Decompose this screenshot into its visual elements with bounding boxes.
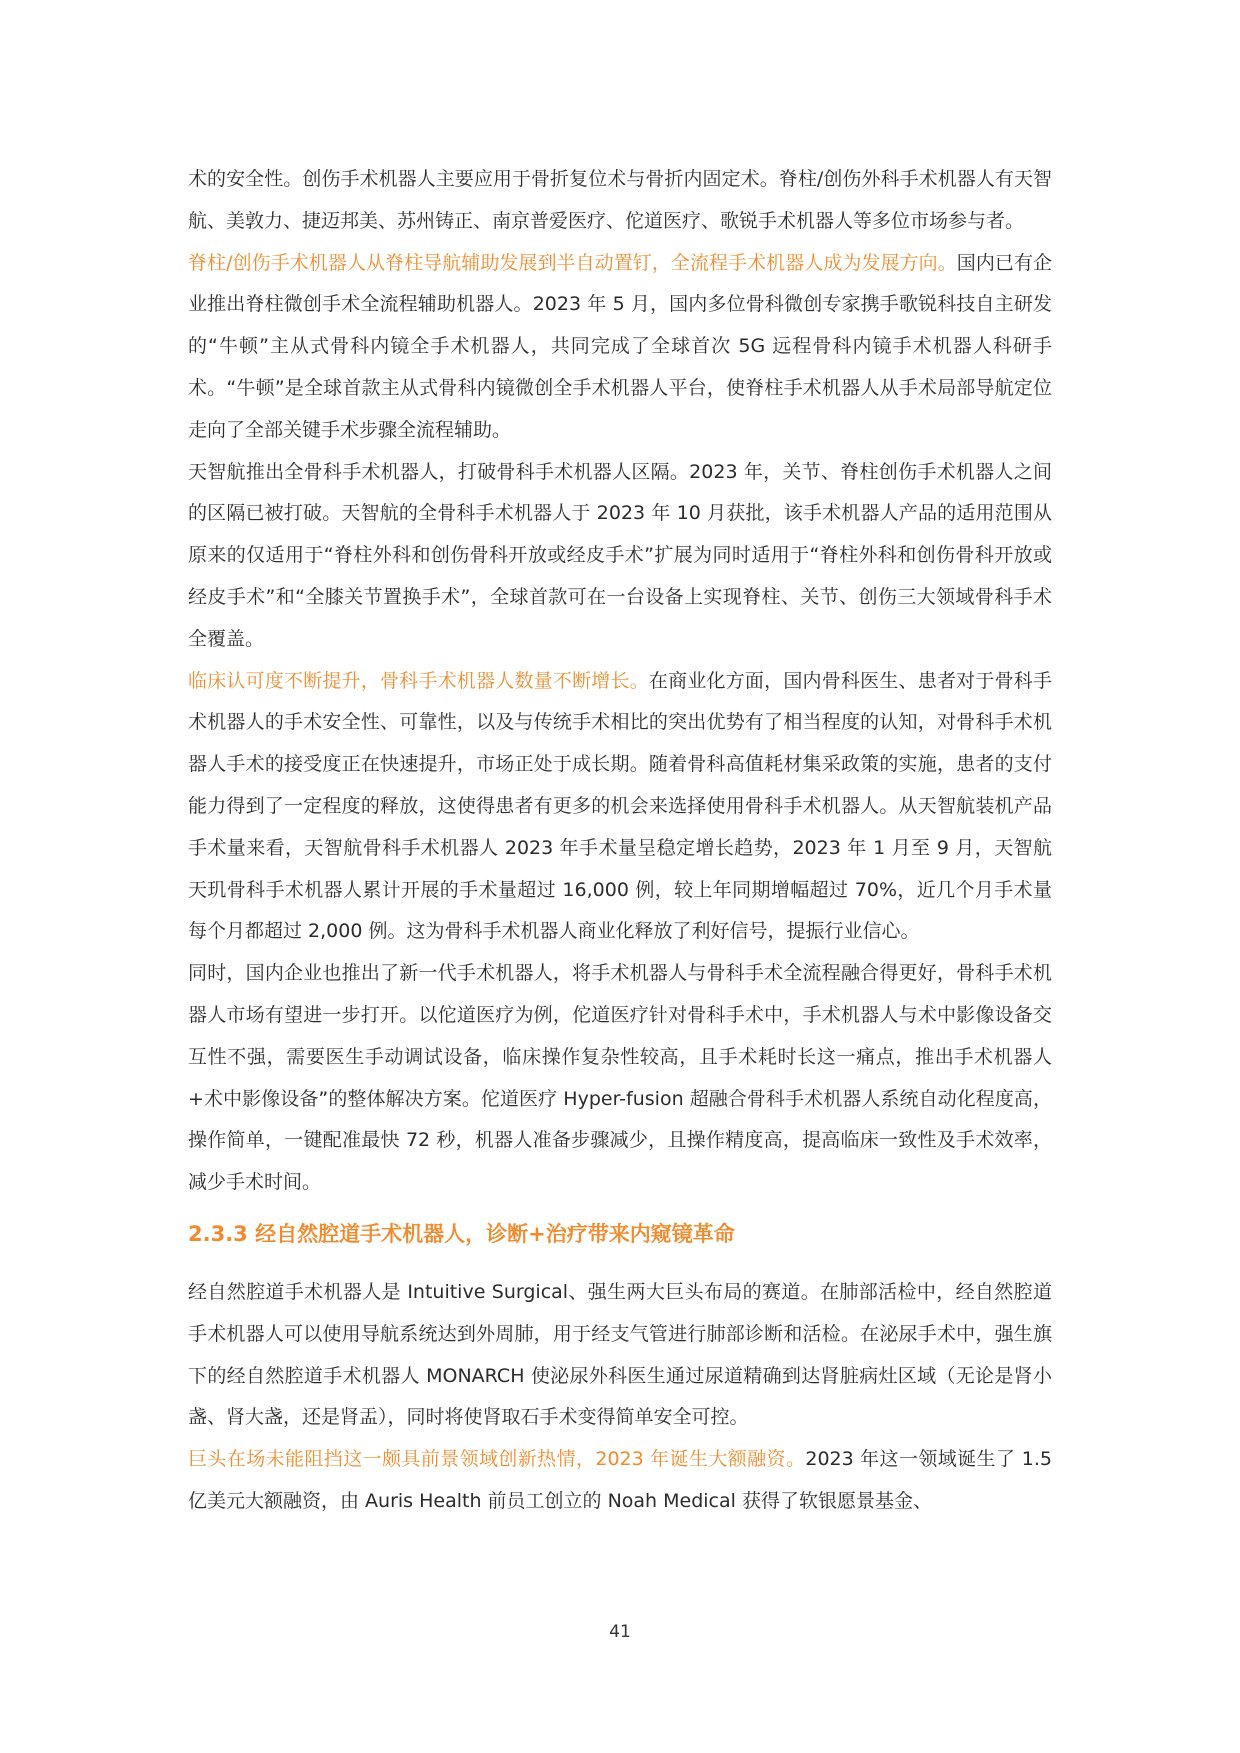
paragraph-text: 在商业化方面，国内骨科医生、患者对于骨科手术机器人的手术安全性、可靠性，以及与传统手术相比的突出优势有了相当程度的认知，对骨科手术机器人手术的接受度正在快速提升，市场正处于成长期。随着骨科高值耗材集采政策的实施，患者的支付能力得到了一定程度的释放，这使得患者有更多的机会来选择使用骨科手术机器人。从天智航装机产品手术量来看，天智航骨科手术机器人 2023 年手术量呈稳定增长趋势，2023 年 1 月至 9 月，天智航天玑骨科手术机器人累计开展的手术量超过 16,000 例，较上年同期增幅超过 70%，近几个月手术量每个月都超过 2,000 例。这为骨科手术机器人商业化释放了利好信号，提振行业信心。 <box>188 669 1052 943</box>
paragraph-highlight: 临床认可度不断提升，骨科手术机器人数量不断增长。 <box>188 669 649 692</box>
paragraph <box>188 243 1052 452</box>
paragraph-text: 同时，国内企业也推出了新一代手术机器人，将手术机器人与骨科手术全流程融合得更好，骨科手术机器人市场有望进一步打开。以佗道医疗为例，佗道医疗针对骨科手术中，手术机器人与术中影像设备交互性不强，需要医生手动调试设备，临床操作复杂性较高，且手术耗时长这一痛点，推出手术机器人+术中影像设备”的整体解决方案。佗道医疗 Hyper-fusion 超融合骨科手术机器人系统自动化程度高，操作简单，一键配准最快 72 秒，机器人准备步骤减少，且操作精度高，提高临床一致性及手术效率，减少手术时间。 <box>188 962 1052 1194</box>
paragraph <box>188 1439 1052 1523</box>
paragraph <box>188 159 1052 243</box>
section-heading: 2.3.3 经自然腔道手术机器人，诊断+治疗带来内窥镜革命 <box>188 1221 735 1246</box>
paragraph <box>188 452 1052 661</box>
paragraph-highlight: 巨头在场未能阻挡这一颇具前景领域创新热情，2023 年诞生大额融资。 <box>188 1448 806 1471</box>
paragraph-highlight: 脊柱/创伤手术机器人从脊柱导航辅助发展到半自动置钉，全流程手术机器人成为发展方向。 <box>188 251 957 274</box>
paragraph <box>188 953 1052 1204</box>
paragraph <box>188 1272 1052 1439</box>
paragraph-text: 2023 年这一领域诞生了 1.5 亿美元大额融资，由 Auris Health 前员工创立的 Noah Medical 获得了软银愿景基金、 <box>188 1448 1052 1512</box>
paragraph-text: 术的安全性。创伤手术机器人主要应用于骨折复位术与骨折内固定术。脊柱/创伤外科手术机器人有天智航、美敦力、捷迈邦美、苏州铸正、南京普爱医疗、佗道医疗、歌锐手术机器人等多位市场参与者。 <box>188 168 1052 232</box>
paragraph-text: 经自然腔道手术机器人是 Intuitive Surgical、强生两大巨头布局的赛道。在肺部活检中，经自然腔道手术机器人可以使用导航系统达到外周肺，用于经支气管进行肺部诊断和活检。在泌尿手术中，强生旗下的经自然腔道手术机器人 MONARCH 使泌尿外科医生通过尿道精确到达肾脏病灶区域（无论是肾小盏、肾大盏，还是肾盂），同时将使肾取石手术变得简单安全可控。 <box>188 1280 1052 1429</box>
body-content <box>188 159 1052 1523</box>
page-number: 41 <box>609 1622 631 1642</box>
paragraph-text: 天智航推出全骨科手术机器人，打破骨科手术机器人区隔。2023 年，关节、脊柱创伤手术机器人之间的区隔已被打破。天智航的全骨科手术机器人于 2023 年 10 月获批，该手术机器人产品的适用范围从原来的仅适用于“脊柱外科和创伤骨科开放或经皮手术”扩展为同时适用于“脊柱外科和创伤骨科开放或经皮手术”和“全膝关节置换手术”，全球首款可在一台设备上实现脊柱、关节、创伤三大领域骨科手术全覆盖。 <box>188 460 1052 650</box>
paragraph-text: 国内已有企业推出脊柱微创手术全流程辅助机器人。2023 年 5 月，国内多位骨科微创专家携手歌锐科技自主研发的“牛顿”主从式骨科内镜全手术机器人，共同完成了全球首次 5G 远程骨科内镜手术机器人科研手术。“牛顿”是全球首款主从式骨科内镜微创全手术机器人平台，使脊柱手术机器人从手术局部导航定位走向了全部关键手术步骤全流程辅助。 <box>188 251 1052 441</box>
paragraph <box>188 661 1052 954</box>
